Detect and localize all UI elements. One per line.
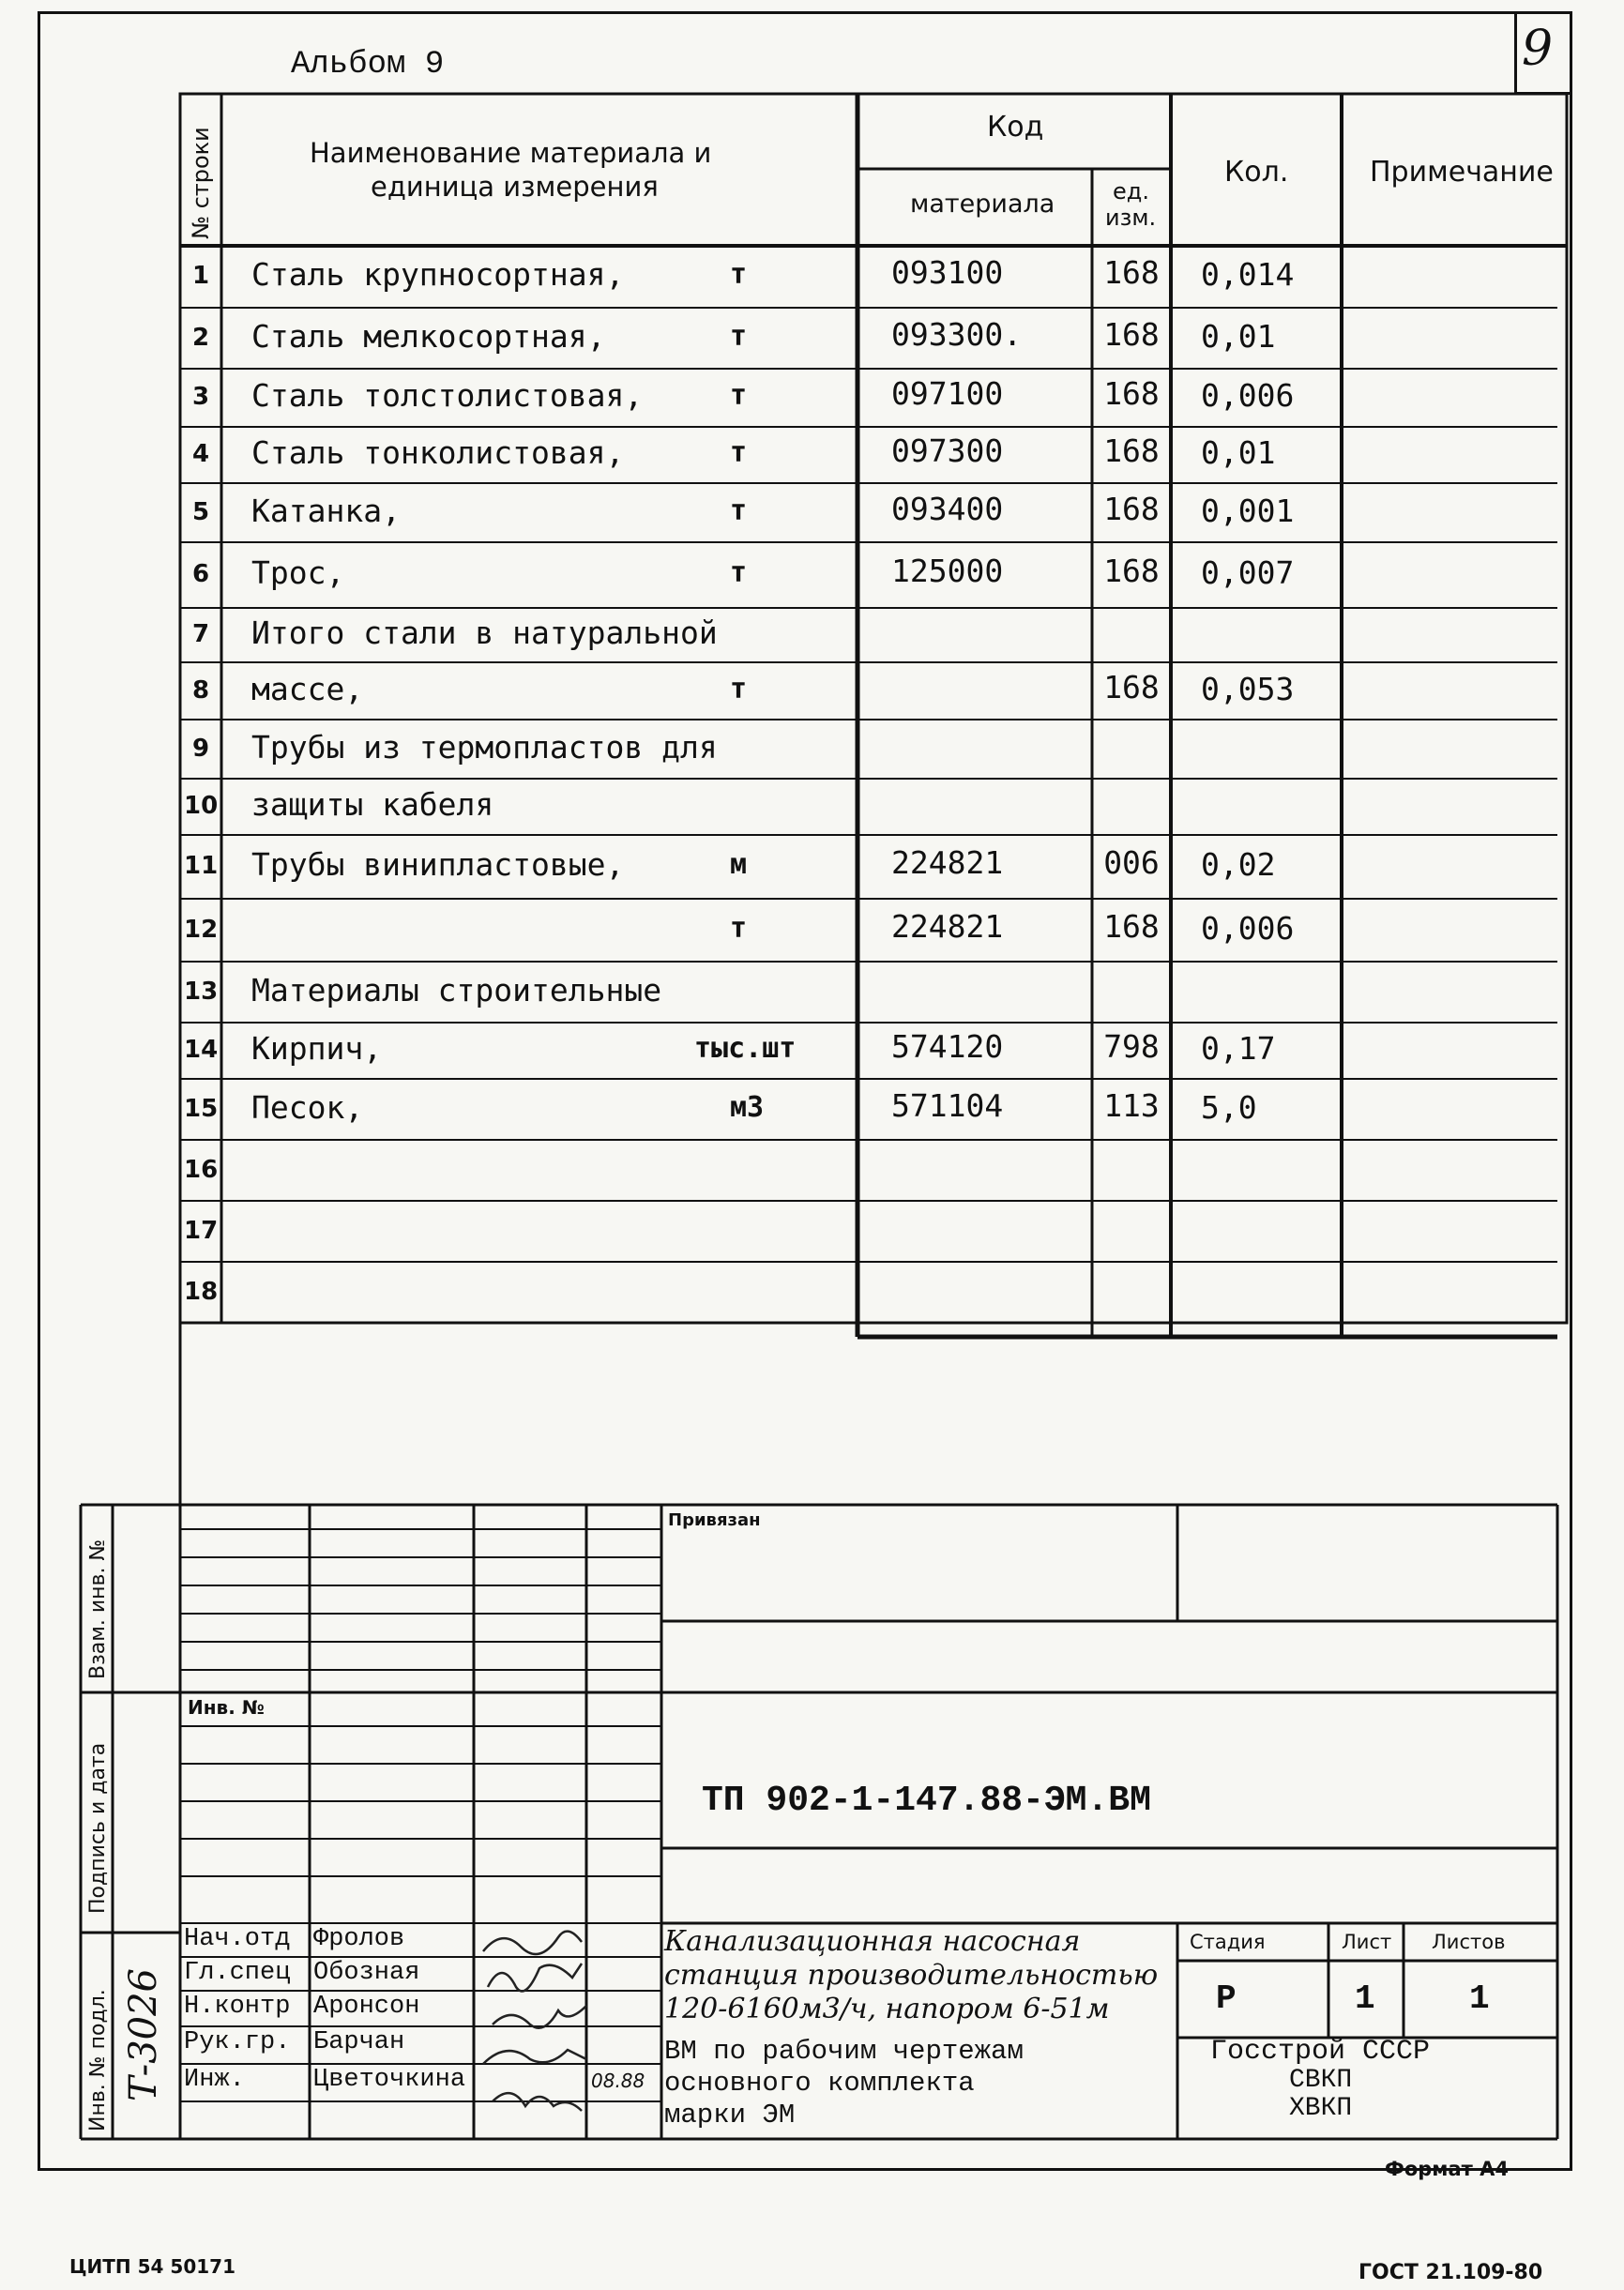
material-unit: т bbox=[730, 258, 748, 291]
row-number: 9 bbox=[191, 734, 210, 763]
material-code: 574120 bbox=[891, 1028, 1004, 1065]
unit-code: 168 bbox=[1103, 553, 1160, 589]
material-code: 093400 bbox=[891, 490, 1004, 527]
footer-left: ЦИТП 54 50171 bbox=[69, 2255, 236, 2278]
material-name: Материалы строительные bbox=[251, 971, 662, 1009]
side-label-inv-podl: Инв. № подл. bbox=[86, 1989, 110, 2131]
org-line-3: ХВКП bbox=[1289, 2094, 1353, 2123]
sheet-value: 1 bbox=[1355, 1979, 1375, 2018]
staff-name: Барчан bbox=[313, 2028, 405, 2056]
sheets-value: 1 bbox=[1469, 1979, 1490, 2018]
quantity: 0,006 bbox=[1201, 377, 1295, 414]
quantity: 0,006 bbox=[1201, 909, 1295, 947]
sheets-label: Листов bbox=[1432, 1931, 1506, 1953]
material-name: Сталь мелкосортная, bbox=[251, 317, 606, 355]
doc-line-1: ВМ по рабочим чертежам bbox=[664, 2036, 1024, 2067]
material-code: 093300. bbox=[891, 315, 1023, 353]
col-header-code-unit-2: изм. bbox=[1105, 205, 1157, 231]
material-unit: т bbox=[730, 556, 748, 589]
row-number: 16 bbox=[184, 1155, 219, 1184]
quantity: 0,01 bbox=[1201, 434, 1276, 471]
doc-line-2: основного комплекта bbox=[664, 2068, 975, 2099]
staff-role: Рук.гр. bbox=[184, 2028, 291, 2056]
col-header-code: Код bbox=[987, 111, 1044, 144]
material-name: Катанка, bbox=[251, 492, 401, 529]
footer-gost: ГОСТ 21.109-80 bbox=[1358, 2261, 1543, 2284]
sheet-label: Лист bbox=[1342, 1931, 1392, 1953]
page-mark: 9 bbox=[1522, 21, 1554, 77]
quantity: 0,02 bbox=[1201, 846, 1276, 883]
material-unit: т bbox=[730, 911, 748, 945]
material-name: Песок, bbox=[251, 1088, 364, 1126]
staff-role: Гл.спец bbox=[184, 1959, 291, 1987]
row-number: 5 bbox=[191, 497, 210, 526]
material-unit: тыс.шт bbox=[694, 1032, 797, 1065]
org-line-1: Госстрой СССР bbox=[1210, 2036, 1431, 2068]
material-unit: т bbox=[730, 436, 748, 469]
row-number: 18 bbox=[184, 1277, 219, 1306]
inventory-number: Т-3026 bbox=[122, 1968, 165, 2101]
unit-code: 168 bbox=[1103, 315, 1160, 353]
material-unit: м bbox=[730, 848, 748, 881]
row-number: 8 bbox=[191, 675, 210, 705]
col-header-code-unit-1: ед. bbox=[1113, 178, 1149, 205]
quantity: 0,053 bbox=[1201, 670, 1295, 707]
quantity: 0,014 bbox=[1201, 256, 1295, 293]
row-number: 12 bbox=[184, 915, 219, 944]
row-number: 7 bbox=[191, 620, 210, 648]
material-name: Трос, bbox=[251, 554, 345, 591]
quantity: 0,001 bbox=[1201, 492, 1295, 529]
row-number: 17 bbox=[184, 1216, 219, 1245]
privyazan-label: Привязан bbox=[668, 1510, 761, 1530]
col-header-note: Примечание bbox=[1370, 156, 1554, 189]
row-number: 1 bbox=[191, 262, 210, 290]
row-number: 14 bbox=[184, 1036, 219, 1064]
stage-value: Р bbox=[1216, 1979, 1237, 2018]
unit-code: 168 bbox=[1103, 490, 1160, 527]
col-header-name-1: Наименование материала и bbox=[310, 137, 712, 169]
material-unit: т bbox=[730, 672, 748, 705]
row-number: 11 bbox=[184, 852, 219, 880]
material-name: защиты кабеля bbox=[251, 786, 494, 823]
material-unit: т bbox=[730, 493, 748, 527]
material-name: Сталь тонколистовая, bbox=[251, 434, 625, 471]
quantity: 5,0 bbox=[1201, 1088, 1257, 1126]
material-code: 125000 bbox=[891, 553, 1004, 589]
doc-line-3: марки ЭМ bbox=[664, 2100, 796, 2131]
unit-code: 168 bbox=[1103, 668, 1160, 705]
side-label-sign-date: Подпись и дата bbox=[86, 1742, 110, 1914]
staff-name: Аронсон bbox=[313, 1993, 420, 2021]
side-label-inv-zam: Взам. инв. № bbox=[86, 1539, 110, 1679]
staff-role: Инж. bbox=[184, 2066, 245, 2094]
col-header-qty: Кол. bbox=[1224, 156, 1289, 189]
staff-role: Нач.отд bbox=[184, 1925, 291, 1953]
title-line-1: Канализационная насосная bbox=[664, 1925, 1081, 1958]
material-name: массе, bbox=[251, 670, 364, 707]
row-number: 13 bbox=[184, 977, 219, 1006]
material-name: Трубы винипластовые, bbox=[251, 846, 625, 883]
row-number: 15 bbox=[184, 1094, 219, 1123]
material-unit: т bbox=[730, 319, 748, 353]
material-code: 224821 bbox=[891, 907, 1004, 945]
staff-role: Н.контр bbox=[184, 1993, 291, 2021]
material-code: 224821 bbox=[891, 844, 1004, 881]
staff-name: Обозная bbox=[313, 1959, 420, 1987]
unit-code: 168 bbox=[1103, 375, 1160, 412]
row-number: 2 bbox=[191, 323, 210, 352]
unit-code: 113 bbox=[1103, 1086, 1160, 1124]
unit-code: 168 bbox=[1103, 907, 1160, 945]
title-line-2: станция производительностью bbox=[664, 1959, 1159, 1992]
material-name: Кирпич, bbox=[251, 1030, 383, 1067]
material-unit: т bbox=[730, 379, 748, 412]
stage-label: Стадия bbox=[1190, 1931, 1266, 1953]
col-header-code-material: материала bbox=[910, 190, 1055, 219]
album-label: Альбом 9 bbox=[291, 47, 445, 83]
inv-no-label: Инв. № bbox=[188, 1696, 265, 1719]
col-header-row-no: № строки bbox=[188, 127, 214, 239]
col-header-name-2: единица измерения bbox=[371, 171, 659, 203]
quantity: 0,007 bbox=[1201, 554, 1295, 591]
material-name: Сталь крупносортная, bbox=[251, 256, 625, 293]
row-number: 3 bbox=[191, 383, 210, 411]
row-number: 4 bbox=[191, 440, 210, 468]
unit-code: 168 bbox=[1103, 254, 1160, 291]
material-code: 097100 bbox=[891, 375, 1004, 412]
material-code: 093100 bbox=[891, 254, 1004, 291]
row-number: 6 bbox=[191, 560, 210, 588]
title-line-3: 120-6160м3/ч, напором 6-51м bbox=[664, 1993, 1110, 2025]
material-code: 571104 bbox=[891, 1086, 1004, 1124]
material-name: Итого стали в натуральной bbox=[251, 614, 718, 651]
staff-name: Цветочкина bbox=[313, 2066, 466, 2094]
staff-name: Фролов bbox=[313, 1925, 405, 1953]
material-unit: м3 bbox=[730, 1090, 765, 1124]
unit-code: 168 bbox=[1103, 432, 1160, 469]
quantity: 0,01 bbox=[1201, 317, 1276, 355]
material-code: 097300 bbox=[891, 432, 1004, 469]
quantity: 0,17 bbox=[1201, 1030, 1276, 1067]
date-mark: 08.88 bbox=[591, 2070, 645, 2092]
unit-code: 798 bbox=[1103, 1028, 1160, 1065]
row-number: 10 bbox=[184, 792, 219, 820]
org-line-2: СВКП bbox=[1289, 2066, 1353, 2095]
document-code: ТП 902-1-147.88-ЭМ.ВМ bbox=[702, 1781, 1151, 1821]
format-label: Формат А4 bbox=[1385, 2158, 1509, 2180]
material-name: Сталь толстолистовая, bbox=[251, 377, 644, 414]
unit-code: 006 bbox=[1103, 844, 1160, 881]
material-name: Трубы из термопластов для bbox=[251, 728, 718, 766]
signatures bbox=[474, 1923, 661, 2139]
